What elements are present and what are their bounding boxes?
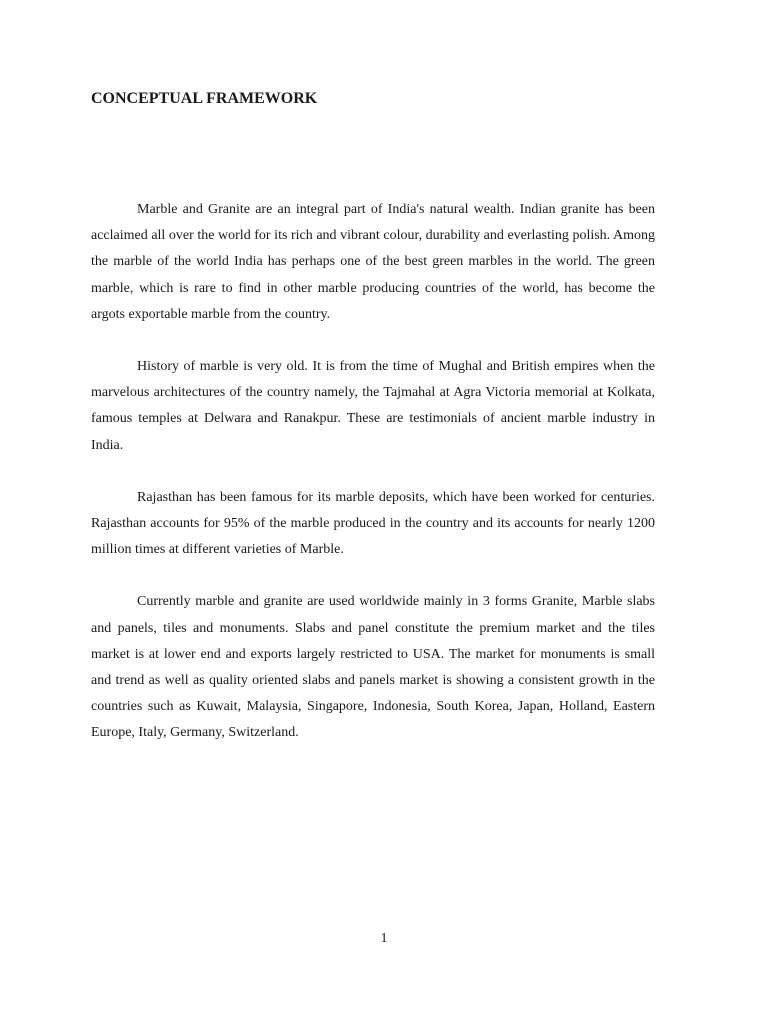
body-text [91,197,655,773]
paragraph-history-of-marble: History of marble is very old. It is from the time of Mughal and British empires when the marvelous architectures of the country namely, the Tajmahal at Agra Victoria memorial at Kolkata, famous temples at Delwara and Ranakpur. These are testimonials of ancient marble industry in India. [91,359,655,453]
paragraph-rajasthan-deposits: Rajasthan has been famous for its marble deposits, which have been worked for centuries. Rajasthan accounts for 95% of the marble produced in the country and its accounts for nearly 1200 million times at different varieties of Marble. [91,489,655,558]
paragraph-current-market: Currently marble and granite are used worldwide mainly in 3 forms Granite, Marble slabs and panels, tiles and monuments. Slabs and panel constitute the premium market and the tiles market is at lower end and exports largely restricted to USA. The market for monuments is small and trend as well as quality oriented slabs and panels market is showing a consistent growth in the countries such as Kuwait, Malaysia, Singapore, Indonesia, South Korea, Japan, Holland, Eastern Europe, Italy, Germany, Switzerland. [91,594,655,741]
page-number: 1 [380,931,388,946]
page-title: CONCEPTUAL FRAMEWORK [91,90,318,107]
paragraph-marble-granite-wealth: Marble and Granite are an integral part of India's natural wealth. Indian granite has been acclaimed all over the world for its rich and vibrant colour, durability and everlasting polish. Among the marble of the world India has perhaps one of the best green marbles in the world. The green marble, which is rare to find in other marble producing countries of the world, has become the argots exportable marble from the country. [91,202,655,322]
